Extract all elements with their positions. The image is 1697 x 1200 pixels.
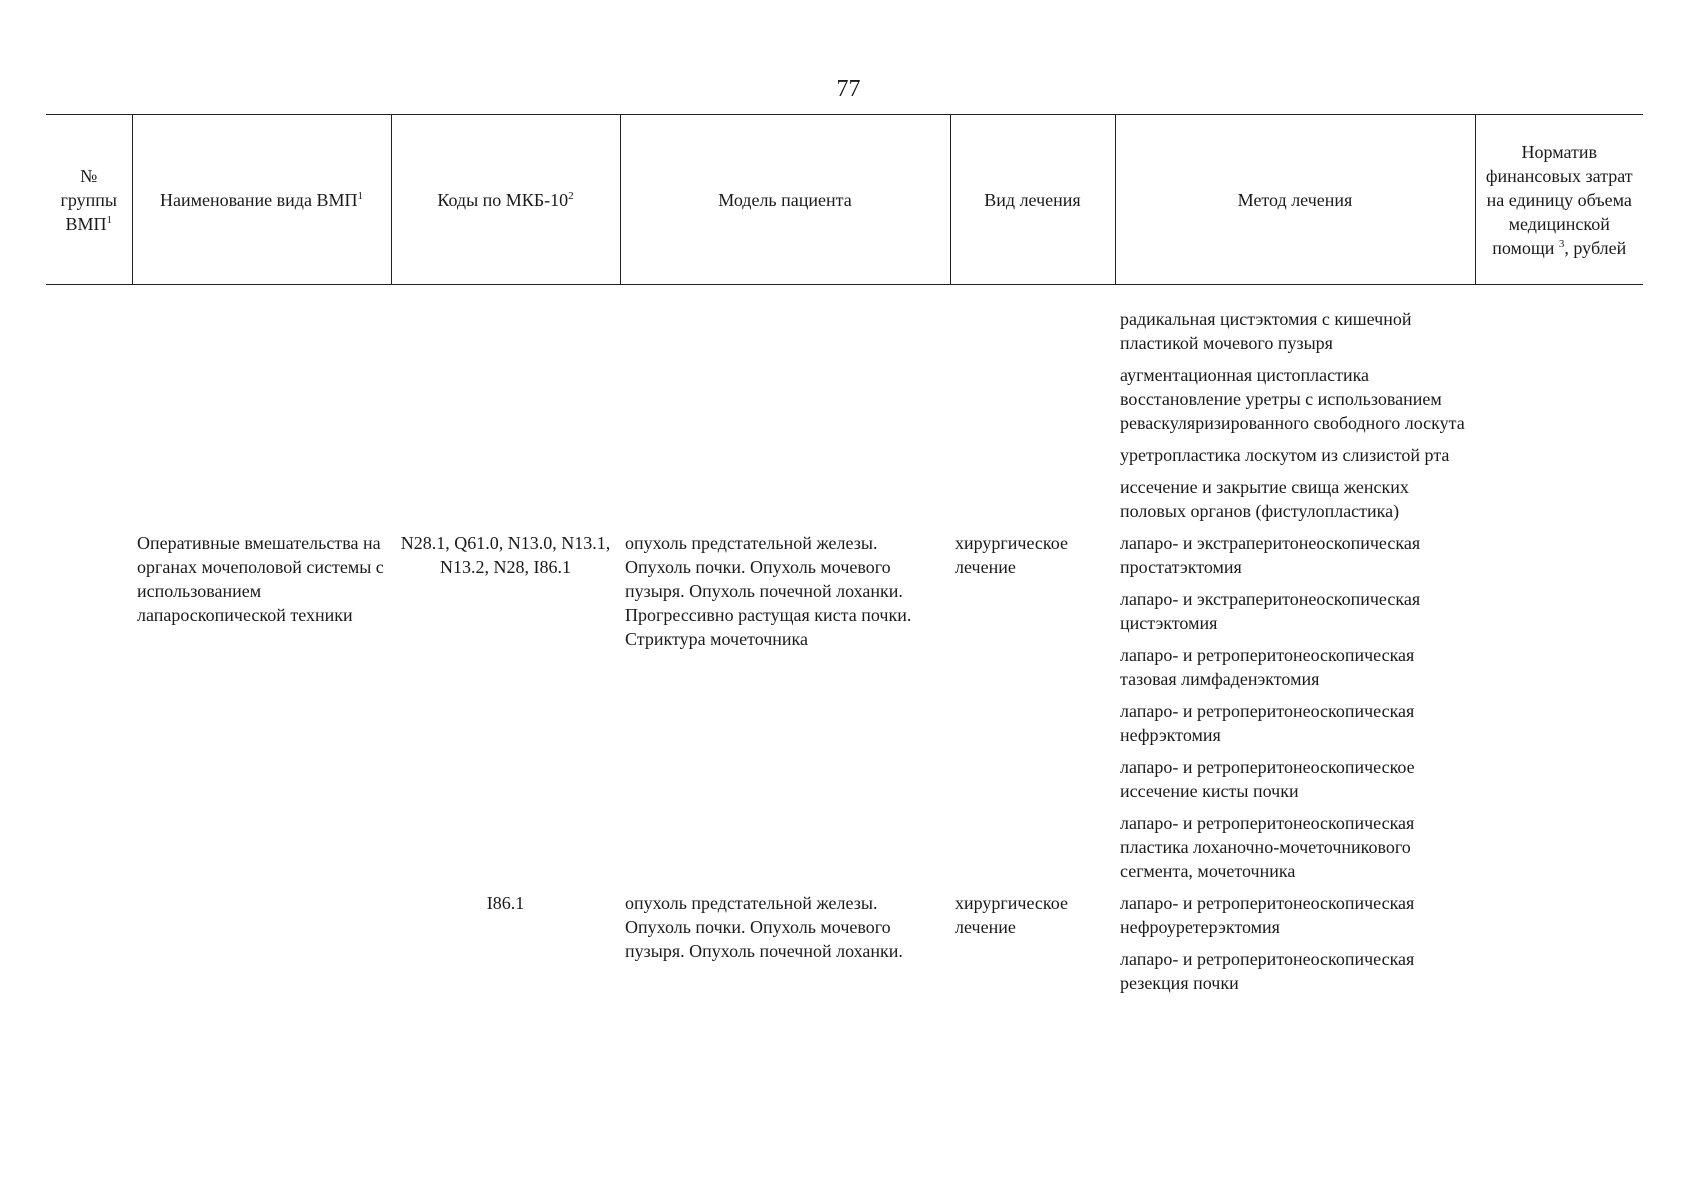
treatment-type-cell: хирургическое лечение bbox=[955, 533, 1068, 577]
method-item: иссечение и закрытие свища женских половых органов (фистулопластика) bbox=[1120, 477, 1409, 521]
page-number: 77 bbox=[836, 76, 861, 102]
treatment-type-cell: хирургическое лечение bbox=[955, 893, 1068, 937]
method-item: лапаро- и ретроперитонеоскопическая нефроуретерэктомия bbox=[1120, 893, 1415, 937]
method-item: лапаро- и экстраперитонеоскопическая простатэктомия bbox=[1120, 533, 1421, 577]
method-item: лапаро- и ретроперитонеоскопическое иссечение кисты почки bbox=[1120, 757, 1415, 801]
vmp-table bbox=[46, 114, 1643, 1003]
header-icd-codes: Коды по МКБ-$10^2$ bbox=[391, 115, 620, 285]
header-financial-norm: Норматив финансовых затрат на единицу объема медицинской помощи $^3$, рублей bbox=[1475, 115, 1643, 285]
treatment-method-cell bbox=[1115, 531, 1475, 891]
header-group-no: № группы ВМП$^1$ bbox=[46, 115, 132, 285]
table-row bbox=[46, 891, 1643, 1003]
method-item: лапаро- и ретроперитонеоскопическая тазовая лимфаденэктомия bbox=[1120, 645, 1415, 689]
table-row bbox=[46, 307, 1643, 531]
patient-model-cell: опухоль предстательной железы. Опухоль почки. Опухоль мочевого пузыря. Опухоль почечной лоханки. bbox=[625, 893, 903, 961]
icd-codes-cell: I86.1 bbox=[486, 893, 525, 913]
header-treatment-type: Вид лечения bbox=[950, 115, 1115, 285]
vmp-name-cell: Оперативные вмешательства на органах мочеполовой системы с использованием лапароскопической техники bbox=[137, 533, 384, 625]
table-row bbox=[46, 531, 1643, 891]
header-vmp-name: Наименование вида ВМП$^1$ bbox=[132, 115, 391, 285]
icd-codes-cell: N28.1, Q61.0, N13.0, N13.1, N13.2, N28, I86.1 bbox=[400, 533, 611, 577]
method-item: радикальная цистэктомия с кишечной пластикой мочевого пузыря bbox=[1120, 309, 1412, 353]
method-item: лапаро- и экстраперитонеоскопическая цистэктомия bbox=[1120, 589, 1421, 633]
method-item: лапаро- и ретроперитонеоскопическая пластика лоханочно-мочеточникового сегмента, мочеточника bbox=[1120, 813, 1415, 881]
method-item: лапаро- и ретроперитонеоскопическая нефрэктомия bbox=[1120, 701, 1415, 745]
method-item: лапаро- и ретроперитонеоскопическая резекция почки bbox=[1120, 949, 1415, 993]
spacer-row bbox=[46, 285, 1643, 308]
treatment-method-cell bbox=[1115, 891, 1475, 1003]
patient-model-cell: опухоль предстательной железы. Опухоль почки. Опухоль мочевого пузыря. Опухоль почечной лоханки. Прогрессивно растущая киста почки. Стриктура мочеточника bbox=[625, 533, 912, 649]
header-patient-model: Модель пациента bbox=[620, 115, 950, 285]
table-header-row bbox=[46, 115, 1643, 285]
method-item: аугментационная цистопластика восстановление уретры с использованием реваскуляризированного свободного лоскута bbox=[1120, 365, 1465, 433]
header-treatment-method: Метод лечения bbox=[1115, 115, 1475, 285]
method-item: уретропластика лоскутом из слизистой рта bbox=[1120, 445, 1450, 465]
treatment-method-cell bbox=[1115, 307, 1475, 531]
